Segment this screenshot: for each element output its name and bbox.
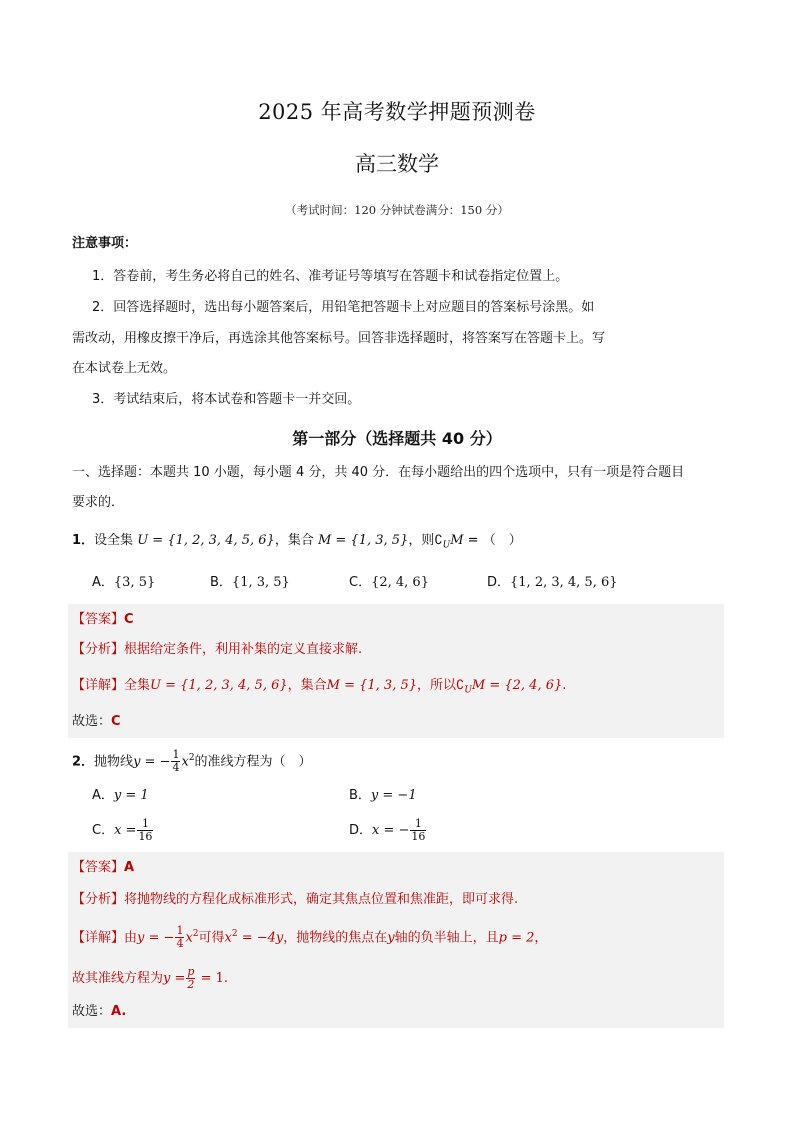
q2-concl-num: p — [187, 965, 195, 978]
q1-option-a-label: A． — [92, 575, 114, 590]
q1-text-c: ，则 — [408, 533, 435, 548]
q1-detail-c: ，所以 — [417, 678, 457, 693]
q1-detail — [72, 676, 566, 701]
question-2-stem — [72, 748, 312, 774]
q2-conclusion — [72, 966, 228, 991]
notice-item-2-line-2: 需改动，用橡皮擦干净后，再选涂其他答案标号。回答非选择题时，将答案写在答题卡上。写 — [72, 331, 606, 346]
exam-info: （考试时间：120 分钟试卷满分：150 分） — [285, 203, 509, 217]
q2-analysis — [72, 890, 518, 910]
q2-option-a — [92, 786, 149, 806]
q1-detail-complement: ∁ — [456, 678, 465, 693]
q2-option-b — [349, 786, 417, 806]
q2-option-d — [349, 818, 427, 843]
q2-analysis-label: 【分析】 — [72, 892, 125, 907]
q2-choose-value: A. — [111, 1004, 127, 1019]
q1-m-var: M — [450, 533, 464, 548]
q2-text-b: 的准线方程为（ ） — [194, 754, 312, 770]
q1-option-d-value: {1, 2, 3, 4, 5, 6} — [510, 575, 618, 590]
q1-analysis-label: 【分析】 — [72, 642, 125, 657]
q2-option-a-value: y = 1 — [113, 788, 149, 803]
q1-detail-sub: U — [464, 685, 472, 696]
q1-detail-b: ，集合 — [287, 678, 327, 693]
q2-option-c-den: 16 — [138, 830, 153, 843]
notice-heading: 注意事项： — [72, 236, 138, 251]
q1-analysis — [72, 640, 362, 660]
question-1-stem — [72, 531, 522, 556]
q2-option-c-fraction — [137, 818, 153, 843]
q2-analysis-text: 将抛物线的方程化成标准形式，确定其焦点位置和焦准距，即可求得. — [124, 892, 519, 907]
q2-fraction — [171, 749, 180, 774]
q2-option-d-label: D． — [349, 823, 373, 838]
q1-detail-set-u: U = {1, 2, 3, 4, 5, 6} — [150, 678, 288, 693]
q1-set-u: U = {1, 2, 3, 4, 5, 6} — [137, 533, 275, 548]
q2-frac-den: 4 — [172, 761, 180, 775]
q2-option-a-label: A． — [92, 788, 114, 803]
q1-option-c — [349, 573, 429, 593]
q2-detail-c: ，抛物线的焦点在 — [283, 930, 388, 946]
q1-option-b-value: {1, 3, 5} — [231, 575, 290, 590]
q2-detail-b: 可得 — [198, 930, 225, 946]
q2-answer-label: 【答案】 — [72, 860, 125, 875]
notice-item-1: 1．答卷前，考生务必将自己的姓名、准考证号等填写在答题卡和试卷指定位置上。 — [92, 269, 569, 284]
q2-detail-a: 由 — [124, 930, 138, 946]
question-1-number: 1． — [72, 533, 95, 548]
q1-set-m: M = {1, 3, 5} — [317, 533, 409, 548]
section-heading: 第一部分（选择题共 40 分） — [292, 429, 502, 448]
q2-text-a: 抛物线 — [94, 754, 134, 770]
q2-detail-num: 1 — [176, 924, 184, 938]
q1-sub-u: U — [442, 540, 451, 551]
complement-symbol: ∁ — [434, 533, 443, 548]
q2-detail-eq: y = − — [137, 930, 175, 946]
q1-option-b — [210, 573, 290, 593]
q1-text-b: ，集合 — [274, 533, 314, 548]
q1-option-d-label: D． — [487, 575, 511, 590]
q2-detail-sq: 2 — [192, 929, 199, 939]
q2-x: x — [181, 754, 189, 770]
q2-detail-eq2: x — [224, 930, 232, 946]
q1-text-d: = （ ） — [463, 533, 522, 548]
q1-option-c-value: {2, 4, 6} — [371, 575, 429, 590]
q1-choose-value: C — [111, 714, 121, 729]
q2-concl-fraction — [186, 966, 195, 991]
q2-detail-e: ， — [534, 930, 548, 946]
q2-detail-fraction — [175, 925, 184, 950]
q2-detail-p: p = 2 — [498, 930, 535, 946]
q2-choose — [72, 1002, 126, 1022]
q2-detail-den: 4 — [176, 937, 184, 951]
q2-y-eq: y = − — [133, 754, 171, 770]
q1-choose — [72, 712, 121, 732]
q2-option-c-num: 1 — [137, 818, 153, 831]
q1-detail-end: . — [562, 678, 567, 693]
notice-item-2-line-3: 在本试卷上无效。 — [72, 361, 177, 376]
q1-answer — [72, 610, 134, 630]
q1-choose-label: 故选： — [72, 714, 112, 729]
exam-subtitle: 高三数学 — [355, 152, 439, 176]
q2-choose-label: 故选： — [72, 1004, 112, 1019]
q2-detail — [72, 924, 547, 950]
question-2-number: 2． — [72, 754, 95, 770]
q2-option-b-value: y = −1 — [370, 788, 417, 803]
section-intro-line-2: 要求的． — [72, 495, 125, 510]
q1-option-a-value: {3, 5} — [113, 575, 156, 590]
q2-concl-y: y = — [163, 971, 186, 986]
q2-concl-end: . — [223, 971, 229, 986]
notice-item-3: 3．考试结束后，将本试卷和答题卡一并交回。 — [92, 392, 361, 407]
q2-detail-x: x — [185, 930, 193, 946]
q2-option-c — [92, 818, 154, 843]
section-intro-line-1: 一、选择题：本题共 10 小题，每小题 4 分，共 40 分．在每小题给出的四个选项中，只有一项是符合题目 — [72, 465, 685, 480]
q2-concl-a: 故其准线方程为 — [72, 971, 164, 986]
q1-answer-value: C — [124, 612, 134, 627]
q2-sq: 2 — [188, 753, 195, 763]
q2-option-b-label: B． — [349, 788, 371, 803]
q1-analysis-text: 根据给定条件，利用补集的定义直接求解. — [124, 642, 363, 657]
q1-option-b-label: B． — [210, 575, 232, 590]
q1-detail-label: 【详解】 — [72, 678, 125, 693]
q2-answer-value: A — [124, 860, 135, 875]
q1-answer-box — [68, 604, 724, 738]
q2-detail-yvar: y — [387, 930, 395, 946]
q1-option-c-label: C． — [349, 575, 372, 590]
exam-title: 2025 年高考数学押题预测卷 — [258, 100, 536, 124]
q2-detail-eq2b: = −4y — [237, 930, 284, 946]
q2-detail-sq2: 2 — [231, 929, 238, 939]
q1-detail-result: M = {2, 4, 6} — [471, 678, 563, 693]
q2-option-d-den: 16 — [411, 830, 426, 843]
q1-option-a — [92, 573, 155, 593]
q2-option-c-pre: x = — [114, 823, 137, 838]
notice-item-2-line-1: 2．回答选择题时，选出每小题答案后，用铅笔把答题卡上对应题目的答案标号涂黑。如 — [92, 300, 595, 315]
q2-concl-b: = 1 — [196, 971, 224, 986]
q2-option-c-label: C． — [92, 823, 115, 838]
q1-text-a: 设全集 — [94, 533, 134, 548]
q1-detail-set-m: M = {1, 3, 5} — [326, 678, 418, 693]
q2-option-d-pre: x = − — [372, 823, 410, 838]
q2-detail-d: 轴的负半轴上，且 — [394, 930, 499, 946]
q1-detail-a: 全集 — [124, 678, 151, 693]
q2-answer-box — [68, 852, 724, 1028]
q2-concl-den: 2 — [187, 978, 195, 991]
q2-answer — [72, 858, 134, 878]
q1-answer-label: 【答案】 — [72, 612, 125, 627]
q2-option-d-num: 1 — [410, 818, 426, 831]
q2-option-d-fraction — [410, 818, 426, 843]
q2-detail-label: 【详解】 — [72, 930, 125, 946]
q2-frac-num: 1 — [172, 748, 180, 762]
q1-option-d — [487, 573, 618, 593]
